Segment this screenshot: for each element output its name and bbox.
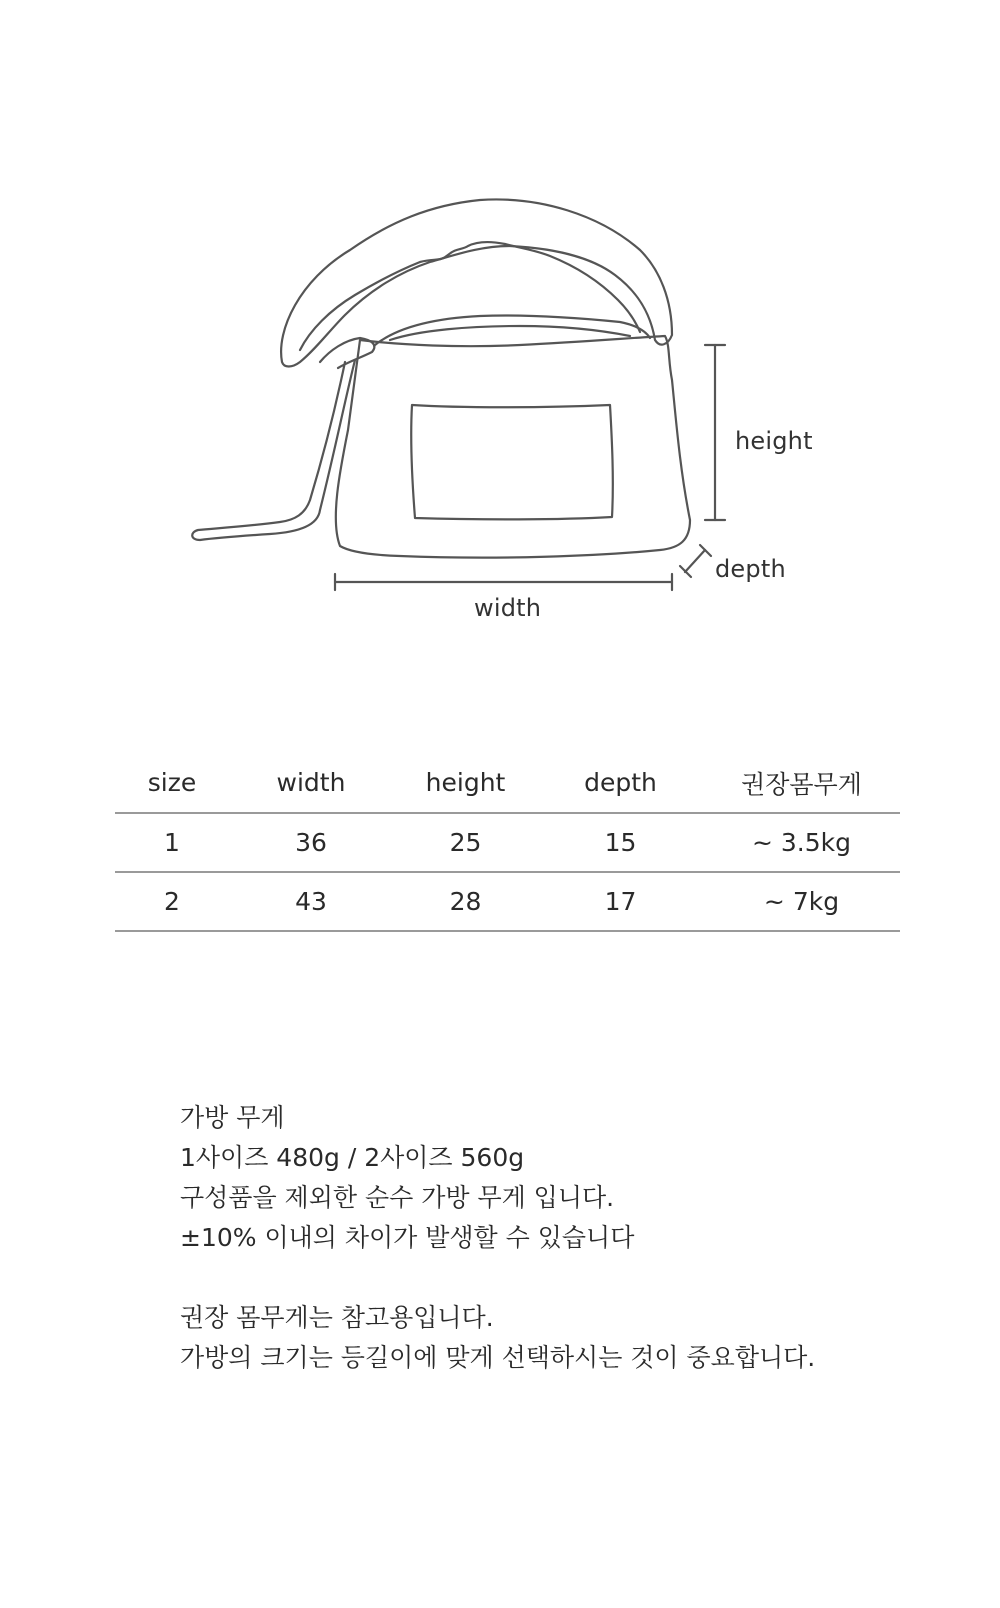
cell-weight: ~ 3.5kg — [752, 828, 851, 857]
bag-hood-lining — [300, 242, 640, 350]
note-line: 가방의 크기는 등길이에 맞게 선택하시는 것이 중요합니다. — [180, 1343, 816, 1372]
table-row — [115, 872, 900, 931]
cell-height: 28 — [449, 887, 482, 916]
header-recommended-weight: 권장몸무게 — [741, 769, 862, 799]
note-line: 가방 무게 — [180, 1103, 285, 1132]
header-height: height — [425, 768, 506, 797]
note-line: 권장 몸무게는 참고용입니다. — [180, 1303, 494, 1332]
bag-hood-outline — [281, 199, 672, 366]
cell-width: 43 — [295, 887, 327, 916]
bag-sketch — [0, 0, 1000, 660]
size-table — [115, 755, 900, 932]
bag-drawstring — [192, 360, 355, 540]
product-notes — [180, 1098, 940, 1418]
header-size: size — [147, 768, 197, 797]
weight-note — [180, 1098, 940, 1258]
bag-dimension-diagram — [0, 0, 1000, 660]
header-width: width — [276, 768, 346, 797]
bag-strap-loop — [320, 338, 374, 368]
height-label: height — [735, 427, 813, 455]
depth-measure-line — [685, 550, 705, 572]
cell-size: 2 — [164, 887, 180, 916]
cell-depth: 15 — [604, 828, 637, 857]
bag-front-pocket — [411, 405, 613, 519]
width-label: width — [474, 594, 542, 622]
recommendation-note — [180, 1298, 940, 1378]
note-line: 1사이즈 480g / 2사이즈 560g — [180, 1143, 525, 1172]
cell-depth: 17 — [604, 887, 637, 916]
note-line: ±10% 이내의 차이가 발생할 수 있습니다 — [180, 1223, 635, 1252]
cell-width: 36 — [295, 828, 327, 857]
header-depth: depth — [584, 768, 657, 797]
note-line: 구성품을 제외한 순수 가방 무게 입니다. — [180, 1183, 615, 1212]
bag-body-outline — [336, 336, 690, 558]
depth-label: depth — [715, 555, 786, 583]
cell-height: 25 — [449, 828, 482, 857]
cell-size: 1 — [164, 828, 180, 857]
cell-weight: ~ 7kg — [763, 887, 840, 916]
size-table-header-row — [115, 755, 900, 813]
table-row — [115, 813, 900, 872]
